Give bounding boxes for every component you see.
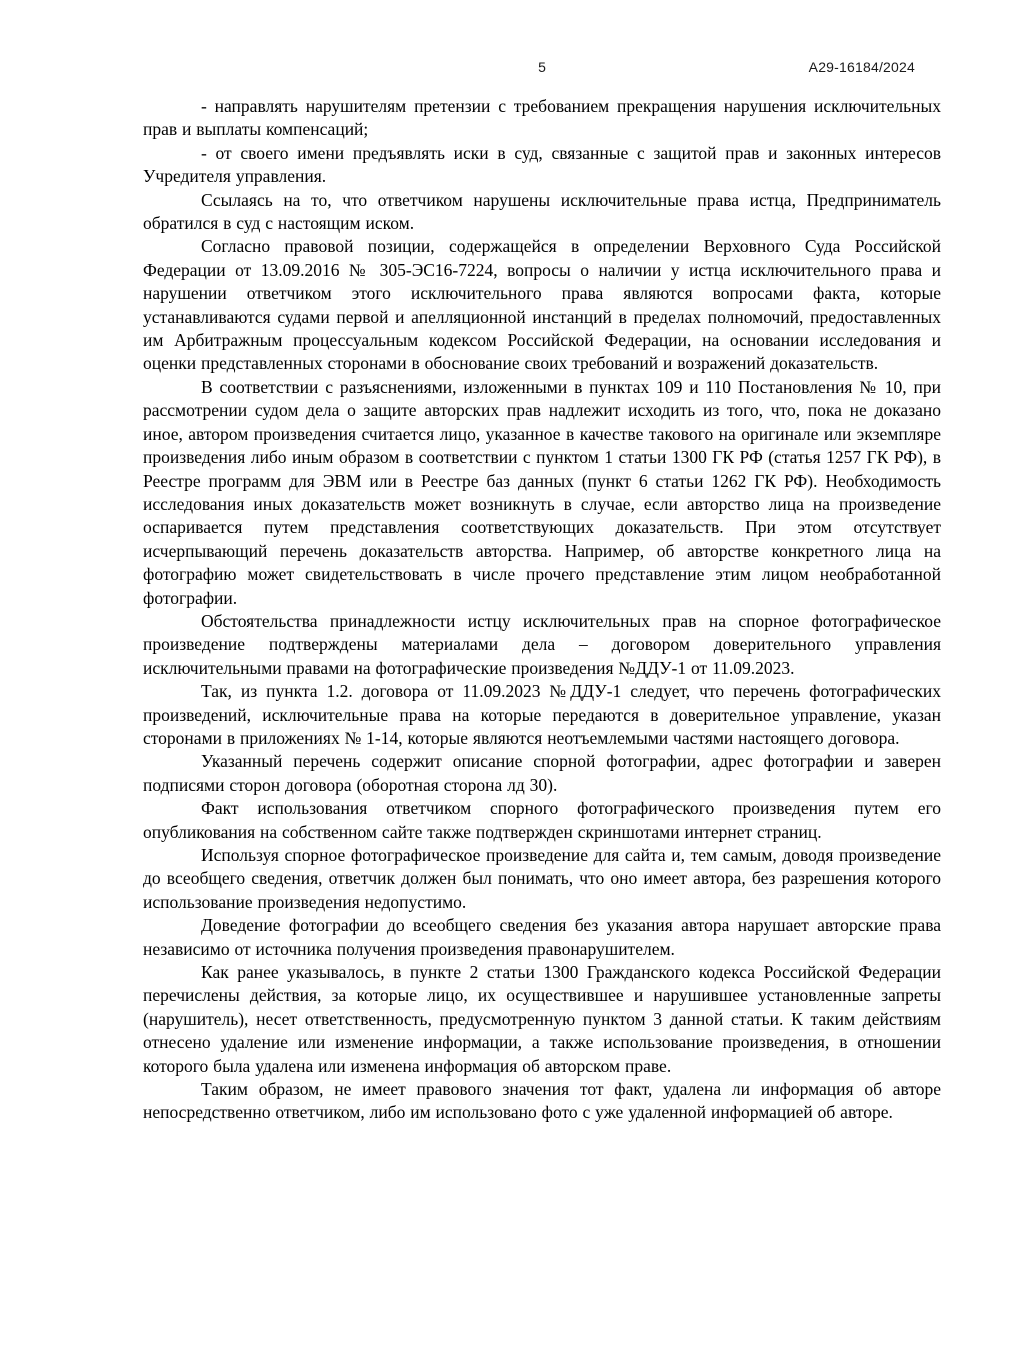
paragraph: В соответствии с разъяснениями, изложенными в пунктах 109 и 110 Постановления № 10, при рассмотрении судом дела о защите авторских прав надлежит исходить из того, что, пока не доказано иное, автором произведения считается лицо, указанное в качестве такового на оригинале или экземпляре произведения либо иным образом в соответствии с пунктом 1 статьи 1300 ГК РФ (статья 1257 ГК РФ), в Реестре программ для ЭВМ или в Реестре баз данных (пункт 6 статьи 1262 ГК РФ). Необходимость исследования иных доказательств может возникнуть в случае, если авторство лица на произведение оспаривается путем представления соответствующих доказательств. При этом отсутствует исчерпывающий перечень доказательств авторства. Например, об авторстве конкретного лица на фотографию может свидетельствовать в числе прочего представление этим лицом необработанной фотографии. [143,376,941,608]
paragraph: Таким образом, не имеет правового значения тот факт, удалена ли информация об авторе непосредственно ответчиком, либо им использовано фото с уже удаленной информацией об авторе. [143,1079,941,1123]
paragraph: - направлять нарушителям претензии с требованием прекращения нарушения исключительных прав и выплаты компенсаций; [143,96,941,140]
paragraph: Так, из пункта 1.2. договора от 11.09.2023 №ДДУ-1 следует, что перечень фотографических произведений, исключительные права на которые передаются в доверительное управление, указан сторонами в приложениях № 1-14, которые являются неотъемлемыми частями настоящего договора. [143,681,941,748]
paragraph: Доведение фотографии до всеобщего сведения без указания автора нарушает авторские права независимо от источника получения произведения правонарушителем. [143,915,941,959]
paragraph: Используя спорное фотографическое произведение для сайта и, тем самым, доводя произведение до всеобщего сведения, ответчик должен был понимать, что оно имеет автора, без разрешения которого использование произведения недопустимо. [143,845,941,912]
paragraph: - от своего имени предъявлять иски в суд, связанные с защитой прав и законных интересов Учредителя управления. [143,142,941,187]
paragraph: Ссылаясь на то, что ответчиком нарушены исключительные права истца, Предприниматель обратился в суд с настоящим иском. [143,189,941,234]
case-number: А29-16184/2024 [808,59,915,75]
paragraph: Факт использования ответчиком спорного фотографического произведения путем его опубликования на собственном сайте также подтвержден скриншотами интернет страниц. [143,798,941,842]
paragraph: Согласно правовой позиции, содержащейся в определении Верховного Суда Российской Федерации от 13.09.2016 № 305-ЭС16-7224, вопросы о наличии у истца исключительного права и нарушении ответчиком этого исключительного права являются вопросами факта, которые устанавливаются судами первой и апелляционной инстанций в пределах полномочий, предоставленных им Арбитражным процессуальным кодексом Российской Федерации, на основании исследования и оценки представленных сторонами в обоснование своих требований и возражений доказательств. [143,236,941,374]
page-header [143,58,941,76]
paragraph: Указанный перечень содержит описание спорной фотографии, адрес фотографии и заверен подписями сторон договора (оборотная сторона лд 30). [143,751,941,795]
paragraph: Как ранее указывалось, в пункте 2 статьи 1300 Гражданского кодекса Российской Федерации перечислены действия, за которые лицо, их осуществившее и нарушившее установленные запреты (нарушитель), несет ответственность, предусмотренную пунктом 3 данной статьи. К таким действиям отнесено удаление или изменение информации, а также использование произведения, в отношении которого была удалена или изменена информация об авторском праве. [143,962,941,1076]
page-number: 5 [538,59,546,75]
document-body [143,95,941,1125]
paragraph: Обстоятельства принадлежности истцу исключительных прав на спорное фотографическое произведение подтверждены материалами дела – договором доверительного управления исключительными правами на фотографические произведения №ДДУ-1 от 11.09.2023. [143,610,941,678]
